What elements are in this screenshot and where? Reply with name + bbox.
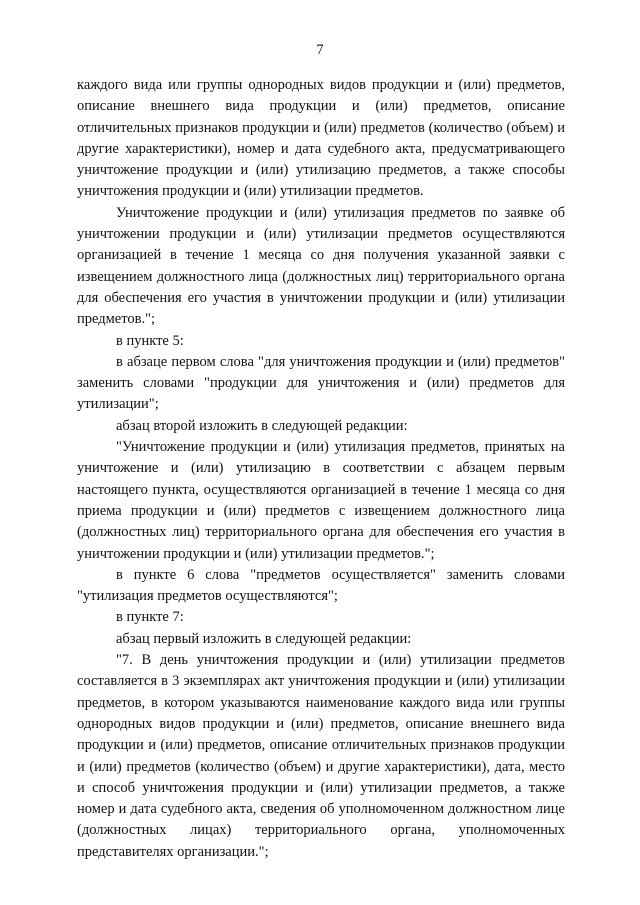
paragraph-item-6-change: в пункте 6 слова "предметов осуществляется" заменить словами "утилизация предметов осуществляются";	[77, 566, 565, 605]
paragraph-item-5-new-text: "Уничтожение продукции и (или) утилизация предметов, принятых на уничтожение и (или) утилизацию в соответствии с абзацем первым настоящего пункта, осуществляются организацией в течение 1 месяца со дня приема продукции и (или) предметов с извещением должностного лица (должностных лиц) территориального органа для обеспечения его участия в уничтожении продукции и (или) утилизации предметов.";	[77, 439, 565, 562]
paragraph-item-7-first-abzac: абзац первый изложить в следующей редакции:	[116, 630, 412, 647]
paragraph-destruction-deadline: Уничтожение продукции и (или) утилизация предметов по заявке об уничтожении продукции и (или) утилизации предметов осуществляются организацией в течение 1 месяца со дня получения указанной заявки с извещением должностного лица (должностных лиц) территориального органа для обеспечения его участия в уничтожении продукции и (или) утилизации предметов.";	[77, 204, 565, 328]
page-number: 7	[316, 42, 324, 58]
paragraph-item-5-second-abzac: абзац второй изложить в следующей редакции:	[116, 417, 408, 434]
paragraph-item-5-heading: в пункте 5:	[116, 332, 184, 349]
paragraph-item-5-replace-words: в абзаце первом слова "для уничтожения продукции и (или) предметов" заменить словами "продукции для уничтожения и (или) предметов для утилизации";	[77, 353, 565, 413]
paragraph-item-7-heading: в пункте 7:	[116, 609, 184, 626]
paragraph-continuation: каждого вида или группы однородных видов продукции и (или) предметов, описание внешнего вида продукции и (или) предметов, описание отличительных признаков продукции и (или) предметов (количество (объем) и другие характеристики), номер и дата судебного акта, предусматривающего уничтожение продукции и (или) утилизацию предметов, а также способы уничтожения продукции и (или) утилизации предметов.	[77, 77, 565, 200]
paragraph-item-7-new-text: "7. В день уничтожения продукции и (или) утилизации предметов составляется в 3 экземплярах акт уничтожения продукции и (или) утилизации предметов, в котором указываются наименование каждого вида или группы однородных видов продукции и (или) предметов, описание внешнего вида продукции и (или) предметов, описание отличительных признаков продукции и (или) предметов (количество (объем) и другие характеристики), дата, место и способ уничтожения продукции и (или) утилизации предметов, а также номер и дата судебного акта, сведения об уполномоченном должностном лице (должностных лицах) территориального органа, уполномоченных представителях организации.";	[77, 652, 565, 860]
document-body	[77, 75, 565, 863]
